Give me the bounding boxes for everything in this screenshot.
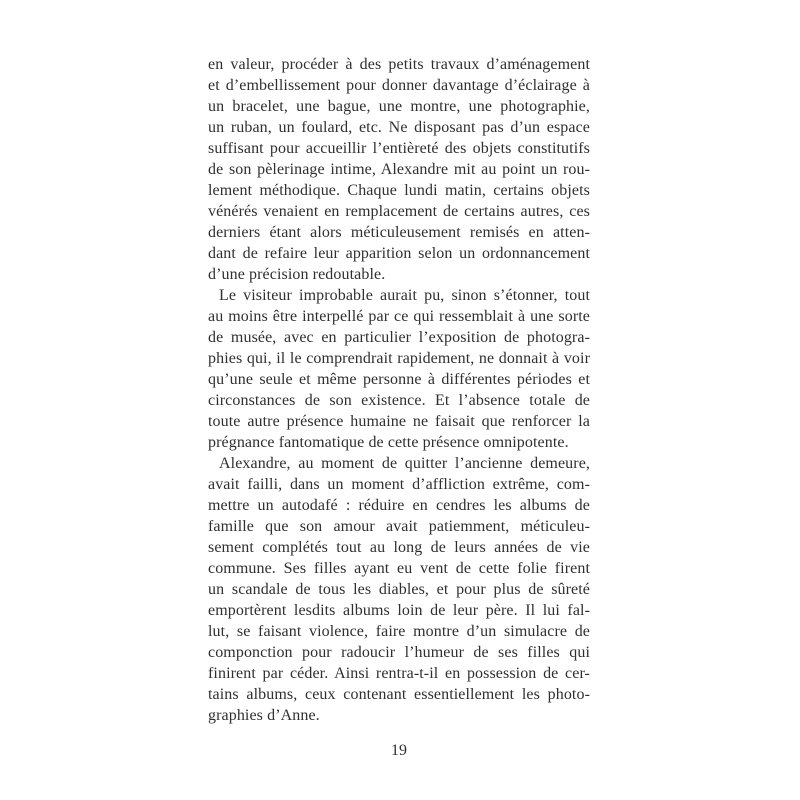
text-line: emportèrent lesdits albums loin de leur père. Il lui fal- — [208, 602, 590, 619]
text-line: d’une précision redoutable. — [208, 266, 386, 283]
page-number: 19 — [391, 742, 407, 759]
text-line: un ruban, un foulard, etc. Ne disposant pas d’un espace — [208, 119, 590, 136]
text-line: finirent par céder. Ainsi rentra-t-il en possession de cer- — [208, 665, 590, 682]
text-line: commune. Ses filles ayant eu vent de cette folie firent — [208, 560, 590, 577]
text-line: en valeur, procéder à des petits travaux d’aménagement — [208, 56, 590, 73]
text-line: circonstances de son existence. Et l’absence totale de — [208, 392, 590, 409]
text-line: suffisant pour accueillir l’entièreté des objets constitutifs — [208, 140, 590, 157]
text-line: un scandale de tous les diables, et pour plus de sûreté — [208, 581, 590, 598]
text-line: lement méthodique. Chaque lundi matin, certains objets — [208, 182, 590, 199]
text-line: vénérés venaient en remplacement de certains autres, ces — [208, 203, 590, 220]
text-line: qu’une seule et même personne à différentes périodes et — [208, 371, 590, 388]
text-line: de son pèlerinage intime, Alexandre mit au point un rou- — [208, 161, 590, 178]
text-line: sement complétés tout au long de leurs années de vie — [208, 539, 590, 556]
text-line: phies qui, il le comprendrait rapidement, ne donnait à voir — [208, 350, 590, 367]
text-line: mettre un autodafé : réduire en cendres les albums de — [208, 497, 590, 514]
text-line: prégnance fantomatique de cette présence omnipotente. — [208, 434, 569, 451]
text-line: avait failli, dans un moment d’affliction extrême, com- — [208, 476, 590, 493]
text-line: un bracelet, une bague, une montre, une photographie, — [208, 98, 590, 115]
text-line: Alexandre, au moment de quitter l’ancienne demeure, — [219, 455, 590, 472]
text-line: de musée, avec en particulier l’exposition de photogra- — [208, 329, 590, 346]
text-line: derniers étant alors méticuleusement remisés en atten- — [208, 224, 590, 241]
text-block — [208, 54, 590, 726]
text-line: lut, se faisant violence, faire montre d’un simulacre de — [208, 623, 590, 640]
text-line: componction pour radoucir l’humeur de ses filles qui — [208, 644, 590, 661]
text-line: toute autre présence humaine ne faisait que renforcer la — [208, 413, 590, 430]
text-line: au moins être interpellé par ce qui ressemblait à une sorte — [208, 308, 590, 325]
text-line: dant de refaire leur apparition selon un ordonnancement — [208, 245, 590, 262]
text-line: famille que son amour avait patiemment, méticuleu- — [208, 518, 590, 535]
text-line: et d’embellissement pour donner davantage d’éclairage à — [208, 77, 590, 94]
text-line: Le visiteur improbable aurait pu, sinon s’étonner, tout — [219, 287, 590, 304]
text-line: tains albums, ceux contenant essentiellement les photo- — [208, 686, 590, 703]
text-line: graphies d’Anne. — [208, 707, 320, 724]
